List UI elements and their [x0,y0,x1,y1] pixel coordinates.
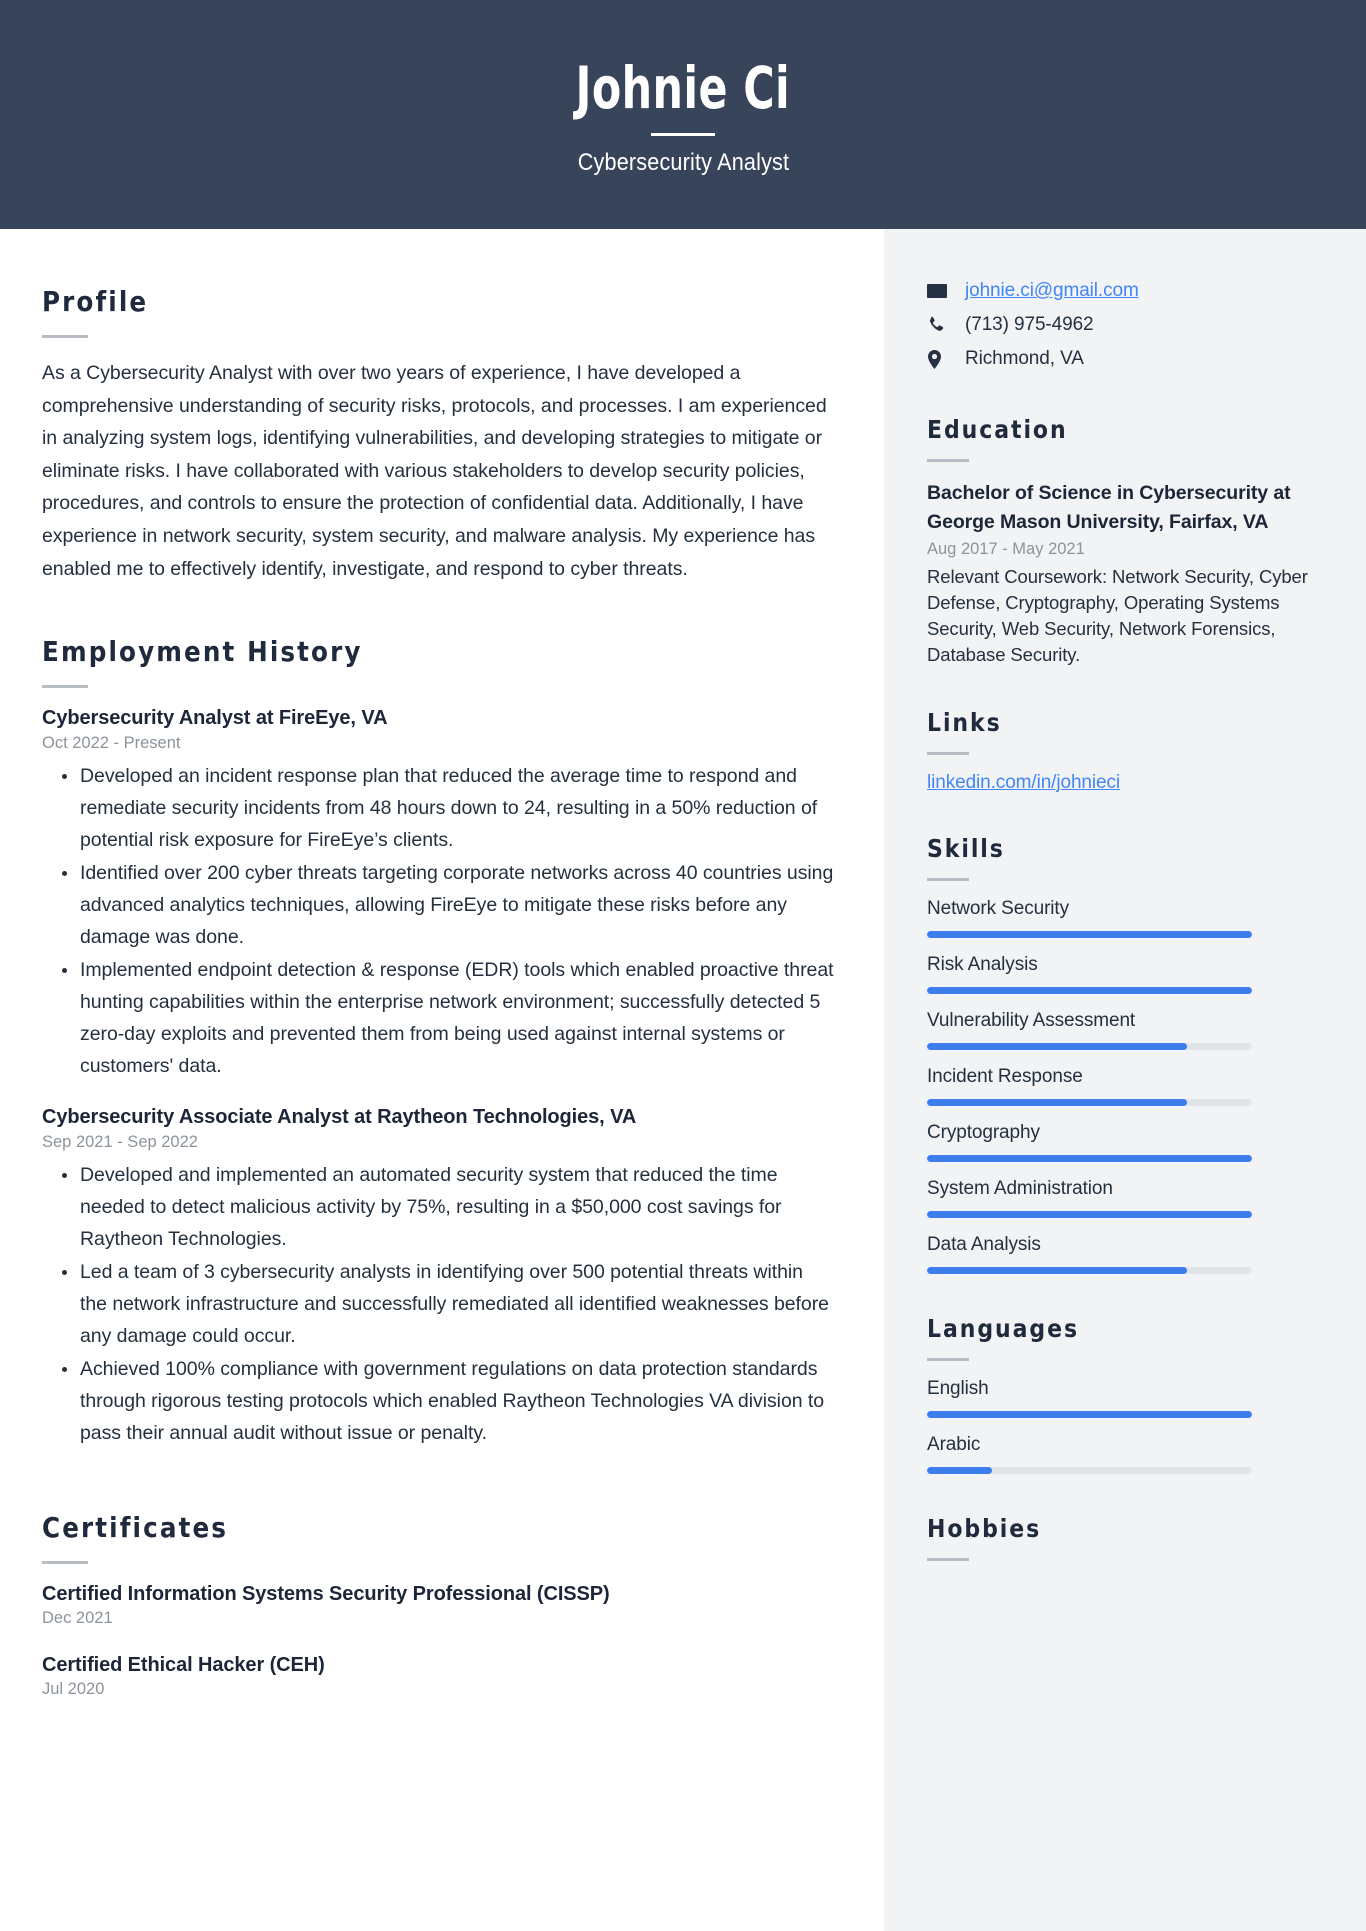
section-employment-history [42,635,834,1449]
education-date: Aug 2017 - May 2021 [927,540,1085,558]
section-hobbies [927,1514,1324,1561]
employment-bullet: Developed an incident response plan that reduced the average time to respond and remediate security incidents from 48 hours down to 24, resulting in a 50% reduction of potential risk exposure for FireEye’s clients. [42,760,834,856]
certificates-divider [42,1561,88,1564]
employment-bullet: Developed and implemented an automated security system that reduced the time needed to detect malicious activity by 75%, resulting in a $50,000 cost savings for Raytheon Technologies. [42,1159,834,1255]
candidate-job-title: Cybersecurity Analyst [577,148,789,176]
languages-list [927,1378,1324,1474]
contact-value: Richmond, VA [965,348,1084,369]
skill [927,954,1324,994]
sidebar-column [884,229,1366,1931]
contact-email-link[interactable]: johnie.ci@gmail.com [965,280,1139,301]
section-skills [927,834,1324,1274]
language-level-bar [927,1411,1252,1418]
location-pin-icon [927,350,953,369]
languages-divider [927,1358,969,1361]
contact-list [927,279,1324,371]
language-label: English [927,1378,989,1399]
employment-list [42,707,834,1449]
skill-level-fill [927,931,1252,938]
skill-level-fill [927,1155,1252,1162]
spacer [42,1473,834,1511]
language-level-fill [927,1411,1252,1418]
employment-title: Cybersecurity Analyst at FireEye, VA [42,707,388,730]
certificate-date: Dec 2021 [42,1609,113,1628]
skills-divider [927,878,969,881]
language-label: Arabic [927,1434,981,1455]
education-heading: Education [927,415,1068,444]
education-description: Relevant Coursework: Network Security, Cyber Defense, Cryptography, Operating Systems Security, Web Security, Network Forensics, Database Security. [927,566,1308,665]
contact-row [927,347,1324,371]
profile-link[interactable]: linkedin.com/in/johnieci [927,772,1120,793]
certificate-entry [42,1654,834,1699]
skill-label: System Administration [927,1178,1113,1199]
skill-level-bar [927,1155,1252,1162]
skill-label: Vulnerability Assessment [927,1010,1136,1031]
employment-heading: Employment History [42,635,363,669]
education-divider [927,459,969,462]
employment-bullet: Identified over 200 cyber threats targeting corporate networks across 40 countries using advanced analytics techniques, allowing FireEye to mitigate these risks before any damage was done. [42,857,834,953]
skill-level-fill [927,1043,1187,1050]
resume-header [0,0,1366,229]
employment-divider [42,685,88,688]
skills-list [927,898,1324,1274]
certificates-list [42,1583,834,1699]
employment-bullet: Implemented endpoint detection & response (EDR) tools which enabled proactive threat hunting capabilities within the enterprise network environment; successfully detected 5 zero-day exploits and prevented them from being used against internal systems or customers' data. [42,954,834,1082]
employment-title: Cybersecurity Associate Analyst at Raytheon Technologies, VA [42,1106,637,1129]
section-certificates [42,1511,834,1699]
skill-level-bar [927,987,1252,994]
certificates-heading: Certificates [42,1511,229,1545]
skill-level-bar [927,1043,1252,1050]
section-languages [927,1314,1324,1474]
skill-level-fill [927,987,1252,994]
header-divider [651,133,715,136]
skill-level-bar [927,1211,1252,1218]
employment-bullet: Achieved 100% compliance with government regulations on data protection standards through rigorous testing protocols which enabled Raytheon Technologies VA division to pass their annual audit without issue or penalty. [42,1353,834,1449]
skill-level-bar [927,1099,1252,1106]
skill-level-bar [927,931,1252,938]
skills-heading: Skills [927,834,1005,863]
skill [927,1066,1324,1106]
profile-text: As a Cybersecurity Analyst with over two years of experience, I have developed a comprehensive understanding of security risks, protocols, and processes. I am experienced in analyzing system logs, identifying vulnerabilities, and developing strategies to mitigate or eliminate risks. I have collaborated with various stakeholders to develop security policies, procedures, and controls to ensure the protection of confidential data. Additionally, I have experience in network security, system security, and malware analysis. My experience has enabled me to effectively identify, investigate, and respond to cyber threats. [42,362,827,580]
section-education [927,415,1324,668]
language [927,1378,1324,1418]
resume-body [0,229,1366,1931]
section-links [927,708,1324,794]
certificate-date: Jul 2020 [42,1680,105,1699]
employment-date: Oct 2022 - Present [42,734,181,753]
envelope-icon [927,283,953,299]
contact-row [927,279,1324,303]
employment-entry [42,707,834,1082]
skill-level-fill [927,1267,1187,1274]
language [927,1434,1324,1474]
skill-level-bar [927,1267,1252,1274]
education-degree: Bachelor of Science in Cybersecurity at George Mason University, Fairfax, VA [927,482,1291,533]
candidate-name: Johnie Ci [575,54,791,123]
employment-entry [42,1106,834,1449]
employment-bullet-list [42,1159,834,1449]
skill-label: Data Analysis [927,1234,1041,1255]
skill-label: Incident Response [927,1066,1083,1087]
language-level-fill [927,1467,992,1474]
skill-level-fill [927,1099,1187,1106]
contact-row [927,313,1324,337]
certificate-name: Certified Ethical Hacker (CEH) [42,1654,325,1677]
phone-icon [927,316,953,334]
skill [927,1234,1324,1274]
skill [927,1122,1324,1162]
skill-level-fill [927,1211,1252,1218]
skill-label: Network Security [927,898,1069,919]
skill [927,898,1324,938]
skill-label: Risk Analysis [927,954,1038,975]
hobbies-heading: Hobbies [927,1514,1042,1543]
skill [927,1010,1324,1050]
section-profile [42,285,834,585]
profile-divider [42,335,88,338]
certificate-name: Certified Information Systems Security Professional (CISSP) [42,1583,610,1606]
skill-label: Cryptography [927,1122,1040,1143]
hobbies-divider [927,1558,969,1561]
employment-bullet-list [42,760,834,1082]
language-level-bar [927,1467,1252,1474]
links-heading: Links [927,708,1002,737]
contact-value: (713) 975-4962 [965,314,1094,335]
certificate-entry [42,1583,834,1628]
languages-heading: Languages [927,1314,1079,1343]
skill [927,1178,1324,1218]
links-divider [927,752,969,755]
main-column [0,229,884,1931]
spacer [42,585,834,635]
employment-bullet: Led a team of 3 cybersecurity analysts in identifying over 500 potential threats within the network infrastructure and successfully remediated all identified weaknesses before any damage could occur. [42,1256,834,1352]
links-list [927,772,1324,794]
profile-heading: Profile [42,285,149,318]
employment-date: Sep 2021 - Sep 2022 [42,1133,198,1152]
